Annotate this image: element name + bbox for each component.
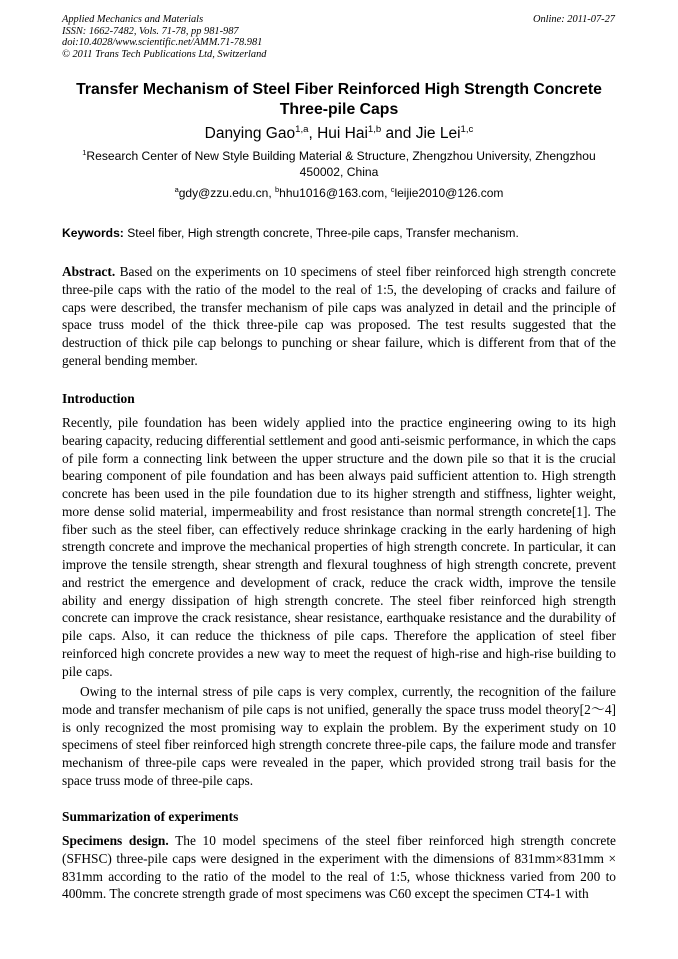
- affiliation: [60, 149, 618, 180]
- email-c: leijie2010@126.com: [394, 186, 504, 200]
- author-3-affil: 1,c: [460, 123, 474, 135]
- online-date: Online: 2011-07-27: [532, 14, 615, 25]
- author-3: Jie Lei: [415, 125, 461, 142]
- keywords: [62, 226, 622, 241]
- summarization-heading: Summarization of experiments: [62, 809, 239, 824]
- specimens-paragraph: [62, 832, 616, 903]
- journal-name: Applied Mechanics and Materials: [62, 14, 204, 25]
- author-2: Hui Hai: [317, 125, 368, 142]
- author-separator: ,: [308, 125, 318, 142]
- specimens-text: The 10 model specimens of the steel fiber reinforced high strength concrete (SFHSC) three-pile caps were designed in the experiment with the dimensions of 831mm×831mm × 831mm according to the ratio of the model to the real of 1:5, whose thickness varied from 200 to 400mm. The concrete strength grade of most specimens was C60 except the specimen CT4-1 with: [62, 833, 616, 902]
- keywords-text: Steel fiber, High strength concrete, Three-pile caps, Transfer mechanism.: [123, 226, 519, 240]
- author-2-affil: 1,b: [367, 123, 382, 135]
- copyright-line: © 2011 Trans Tech Publications Ltd, Switzerland: [62, 48, 267, 60]
- abstract: [62, 263, 616, 370]
- email-a-marker: a: [174, 185, 179, 194]
- introduction-paragraph-2: Owing to the internal stress of pile caps is very complex, currently, the recognition of the failure mode and transfer mechanism of pile caps is not unified, generally the space truss model theory[2～4] is only recognized the most promising way to explain the problem. By the experiment study on 10 specimens of steel fiber reinforced high strength concrete three-pile caps, the failure mode and transfer mechanism of three-pile caps were revealed in the paper, which provided strong trail basis for the space truss mode of three-pile caps.: [62, 684, 616, 788]
- journal-header: [62, 14, 266, 60]
- introduction-heading: Introduction: [62, 391, 135, 406]
- title-line-2: Three-pile Caps: [279, 101, 399, 118]
- author-1-affil: 1,a: [295, 123, 309, 135]
- abstract-label: Abstract.: [62, 264, 116, 279]
- email-a: gdy@zzu.edu.cn,: [178, 186, 272, 200]
- abstract-text: Based on the experiments on 10 specimens of steel fiber reinforced high strength concrete three-pile caps with the ratio of the model to the real of 1:5, the developing of cracks and failure of caps were described, the transfer mechanism of pile caps was analyzed in detail and the principle of space truss model of the thick three-pile cap was proposed. The test results suggested that the destruction of thick pile cap belongs to punching or shear failure, which is different from that of the general bending member.: [62, 264, 616, 368]
- email-c-marker: c: [390, 185, 395, 194]
- affiliation-marker: 1: [82, 147, 87, 157]
- author-separator: and: [381, 125, 416, 142]
- email-b-marker: b: [275, 185, 280, 194]
- doi-line: doi:10.4028/www.scientific.net/AMM.71-78.981: [62, 37, 263, 49]
- affiliation-text: Research Center of New Style Building Material & Structure, Zhengzhou University, Zhengzhou 450002, China: [86, 149, 596, 179]
- email-b: hhu1016@163.com,: [279, 186, 388, 200]
- author-1: Danying Gao: [204, 125, 296, 142]
- title-line-1: Transfer Mechanism of Steel Fiber Reinforced High Strength Concrete: [76, 81, 602, 98]
- keywords-label: Keywords:: [62, 226, 124, 240]
- email-list: [40, 186, 638, 201]
- issn-line: ISSN: 1662-7482, Vols. 71-78, pp 981-987: [62, 25, 239, 37]
- specimens-label: Specimens design.: [62, 833, 169, 848]
- introduction-paragraph-1: Recently, pile foundation has been widely applied into the practice engineering owing to its high bearing capacity, reducing differential settlement and good anti-seismic performance, in which the caps of pile form a connecting link between the upper structure and the down pile so that it is the crucial bearing component of pile foundation and has been always paid sufficient attention to. High strength concrete has been used in the pile foundation due to its higher strength and stiffness, lighter weight, more dense solid material, impermeability and frost resistance than normal strength concrete[1]. The fiber such as the steel fiber, can effectively reduce shrinkage cracking in the early hardening of high strength concrete and improve the mechanical properties of high strength concrete. In particular, it can improve the tensile strength, shear strength and flexural toughness of high strength concrete, prevent and restrict the emergence and development of crack, reduce the crack width, improve the tensile ability and energy dissipation of high strength concrete. The steel fiber reinforced high strength concrete can improve the crack resistance, shear resistance, earthquake resistance and the durability of pile caps. Also, it can reduce the thickness of pile caps. Therefore the application of steel fiber reinforced high concrete provides a new way to meet the request of high-rise and high-rise building to pile caps.: [62, 415, 616, 679]
- paper-title: [40, 80, 638, 120]
- author-list: [40, 124, 638, 144]
